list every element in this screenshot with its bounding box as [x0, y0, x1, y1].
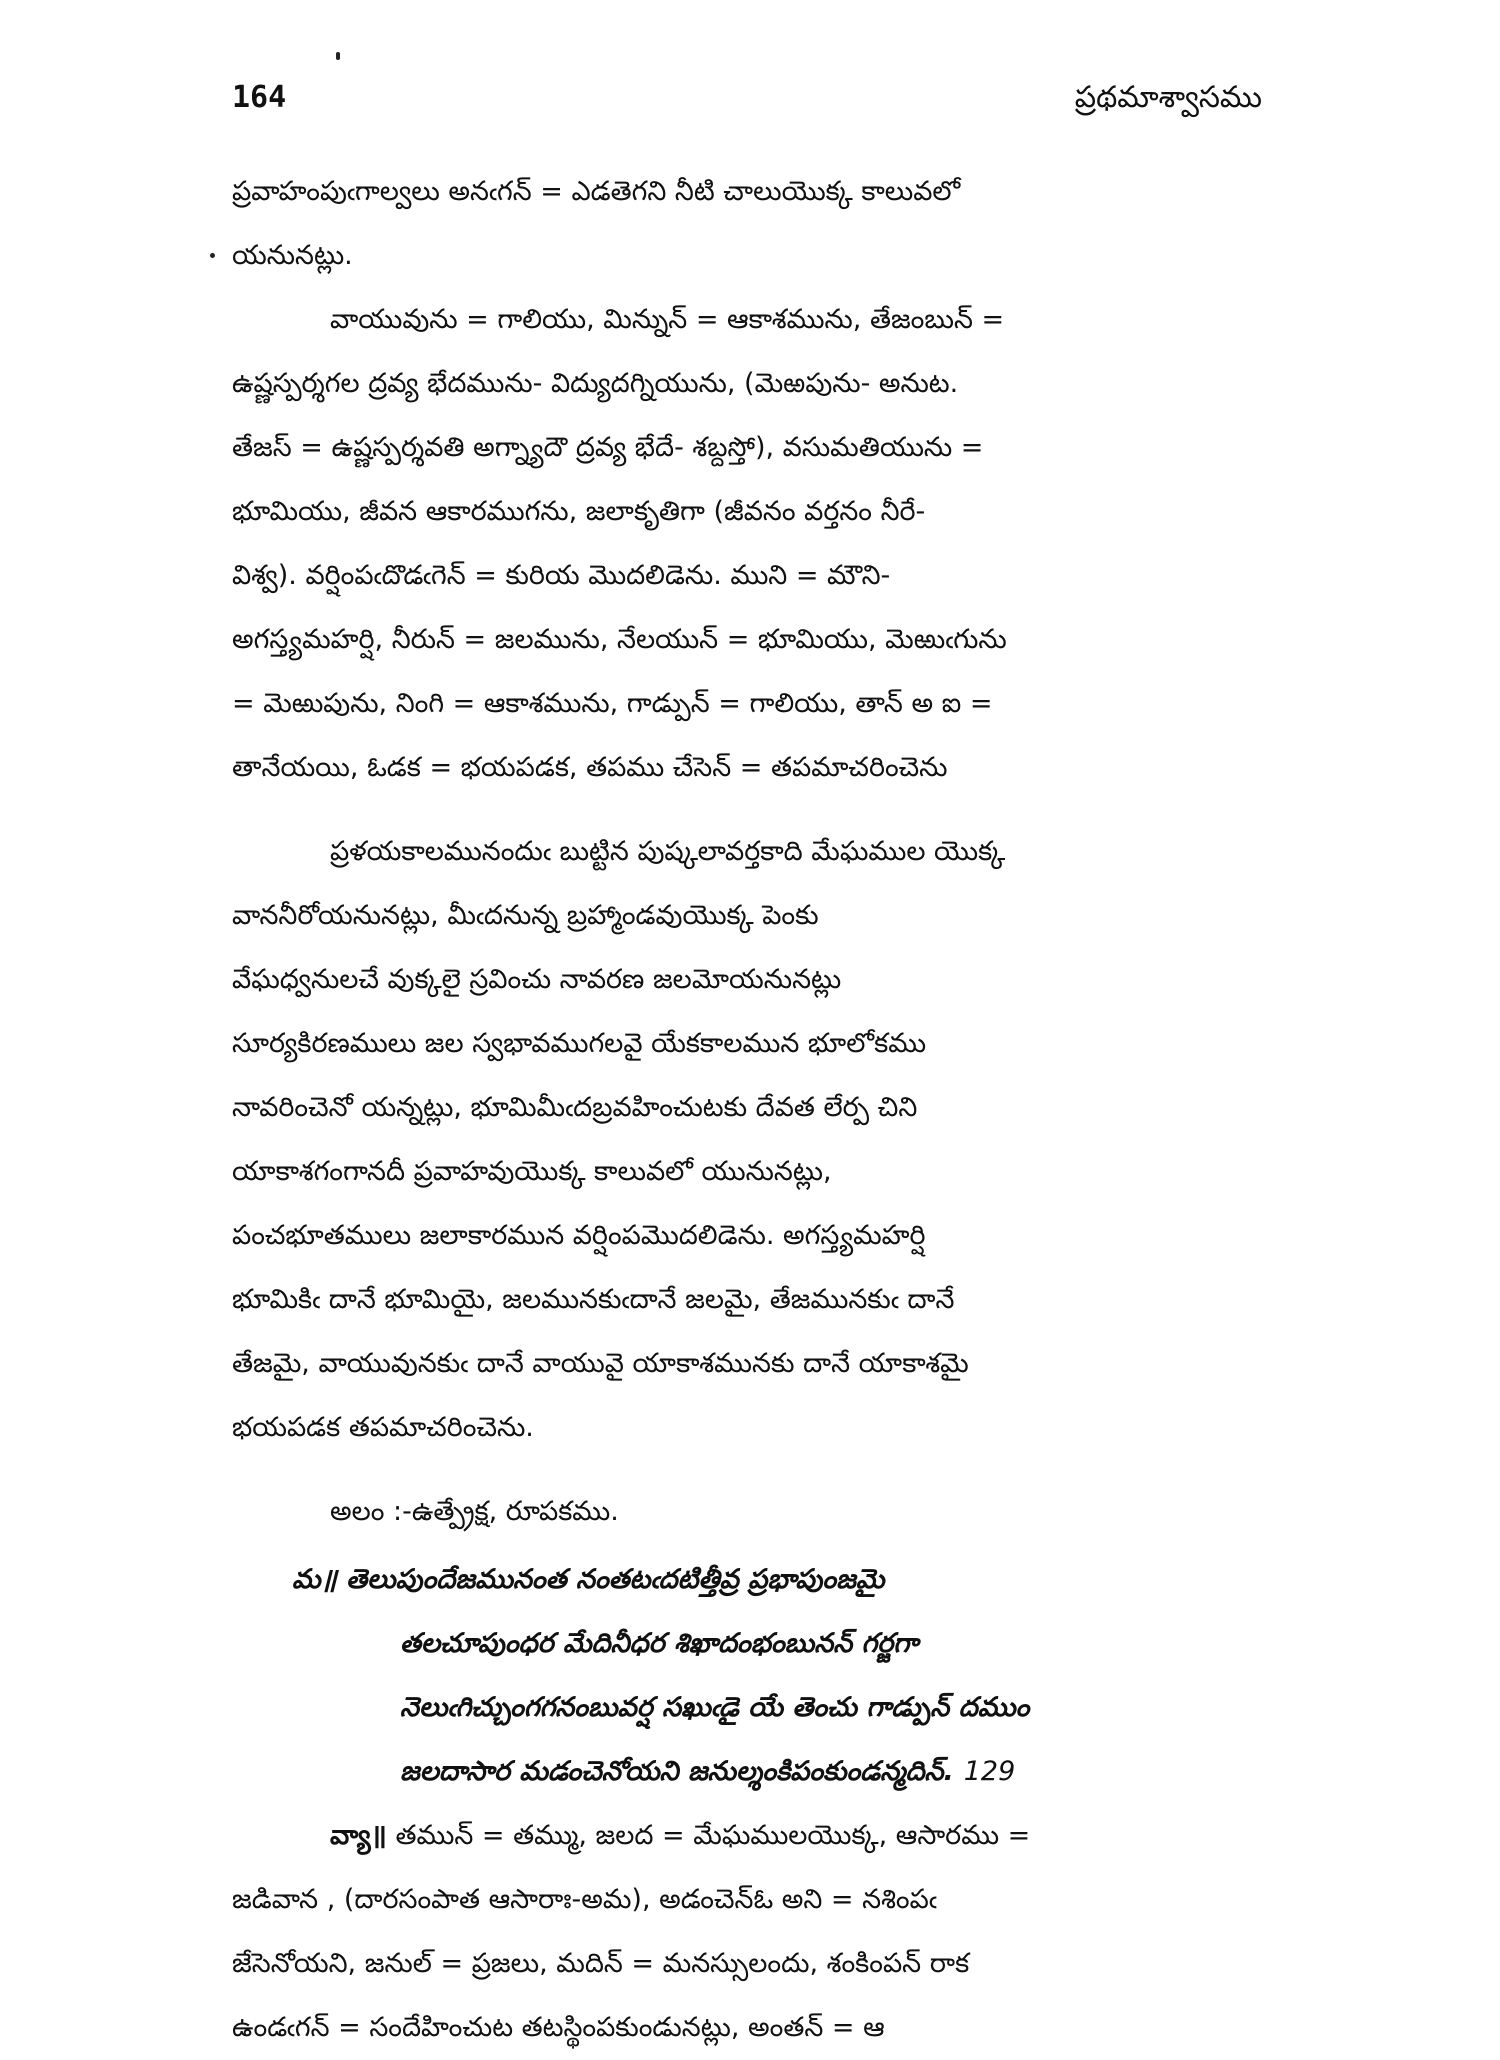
text-line: పంచభూతములు జలాకారమున వర్షింపమొదలిడెను. అగస్త్యమహర్షి: [232, 1220, 926, 1251]
text-line: అగస్త్యమహర్షి, నీరున్ = జలమును, నేలయున్ = భూమియు, మెఱుఁగును: [232, 624, 1007, 655]
text-line: ప్రళయకాలమునందుఁ బుట్టిన పుష్కలావర్తకాది మేఘముల యొక్క: [330, 836, 1006, 867]
text-line: భూమికిఁ దానే భూమియై, జలమునకుఁదానే జలమై, తేజమునకుఁ దానే: [232, 1284, 955, 1315]
vyakhya-text: తమున్ = తమ్ము, జలద = మేఘములయొక్క, ఆసారము =: [395, 1820, 1031, 1851]
text-line: ఉండఁగన్ = సందేహించుట తటస్థింపకుండునట్లు, అంతన్ = ఆ: [232, 2012, 885, 2043]
text-line: జడివాన , (దారసంపాత ఆసారాః-అమ), అడంచెన్ఓ అని = నశింపఁ: [232, 1884, 937, 1915]
page-header: [232, 80, 1262, 130]
text-line: వాననీరోయనునట్లు, మీఁదనున్న బ్రహ్మాండవుయొక్క పెంకు: [232, 900, 819, 931]
paragraph-3: [232, 820, 1272, 1460]
vyakhya-paragraph: [232, 1804, 1272, 2060]
text-line: జేసెనోయని, జనుల్ = ప్రజలు, మదిన్ = మనస్సులందు, శంకింపన్ రాక: [232, 1948, 970, 1979]
text-line: వేఘధ్వనులచే వుక్కలై స్రవించు నావరణ జలవెూయనునట్లు: [232, 964, 842, 995]
text-line: ఉష్ణస్పర్శగల ద్రవ్య భేదమును- విద్యుదగ్నియును, (మెఱపును- అనుట.: [232, 368, 959, 399]
running-head: ప్రథమాశ్వాసము: [1074, 80, 1262, 115]
text-line: భయపడక తపమాచరించెను.: [232, 1412, 534, 1443]
page-body: [232, 160, 1272, 2060]
vyakhya-label: వ్యా॥: [330, 1820, 387, 1851]
text-line: యనునట్లు.: [232, 240, 353, 271]
verse-line: మ॥ తెలుపుందేజమునంత నంతటఁదటిత్తీవ్ర ప్రభాపుంజమై: [292, 1564, 885, 1595]
ink-speck: [336, 52, 340, 60]
vyakhya-first-line: [232, 1804, 1272, 1868]
text-line: నావరించెనో యన్నట్లు, భూమిమీఁదబ్రవహించుటకు దేవత లేర్ప చిని: [232, 1092, 918, 1123]
text-line: తానేయయి, ఓడక = భయపడక, తపము చేసెన్ = తపమాచరించెను: [232, 752, 948, 783]
text-line: తేజమై, వాయువునకుఁ దానే వాయువై యాకాశమునకు దానే యాకాశమై: [232, 1348, 969, 1379]
text-line: యాకాశగంగానదీ ప్రవాహవుయొక్క కాలువలో యునునట్లు,: [232, 1156, 832, 1187]
verse-block: [232, 1548, 1272, 1804]
verse-line-last: [232, 1740, 1272, 1804]
paragraph-2: [232, 288, 1272, 800]
alankara-line: అలం :-ఉత్ప్రేక్ష, రూపకము.: [330, 1496, 619, 1527]
text-line: విశ్వ). వర్షింపఁదొడఁగెన్ = కురియ మొదలిడెను. ముని = మౌని-: [232, 560, 891, 591]
paragraph-1: [232, 160, 1272, 288]
ink-speck: [210, 253, 215, 258]
text-line: వాయువును = గాలియు, మిన్నున్ = ఆకాశమును, తేజంబున్ =: [330, 304, 1005, 335]
verse-line: నెలుఁగిచ్చుంగగనంబువర్ష సఖుఁడై యే తెంచు గాడ్పున్ దముం: [400, 1692, 1030, 1723]
text-line: భూమియు, జీవన ఆకారముగను, జలాకృతిగా (జీవనం వర్తనం నీరే-: [232, 496, 926, 527]
text-line: తేజస్ = ఉష్ణస్పర్శవతి అగ్న్యాదౌ ద్రవ్య భేదే- శబ్దస్తో), వసుమతియును =: [232, 432, 984, 463]
text-line: = మెఱుపును, నింగి = ఆకాశమును, గాడ్పున్ = గాలియు, తాన్ అ ఐ =: [232, 688, 993, 719]
verse-text: జలదాసార మడంచెనోయని జనుల్శంకిపంకుండన్మదిన్.: [400, 1756, 954, 1787]
text-line: ప్రవాహంపుఁగాల్వలు అనఁగన్ = ఎడతెగని నీటి చాలుయొక్క కాలువలో: [232, 176, 961, 207]
text-line: సూర్యకిరణములు జల స్వభావముగలవై యేకకాలమున భూలోకము: [232, 1028, 927, 1059]
verse-number: 129: [963, 1756, 1016, 1787]
page-number: 164: [232, 80, 287, 115]
verse-line: తలచూపుంధర మేదినీధర శిఖాదంభంబునన్ గర్జగా: [400, 1628, 919, 1659]
